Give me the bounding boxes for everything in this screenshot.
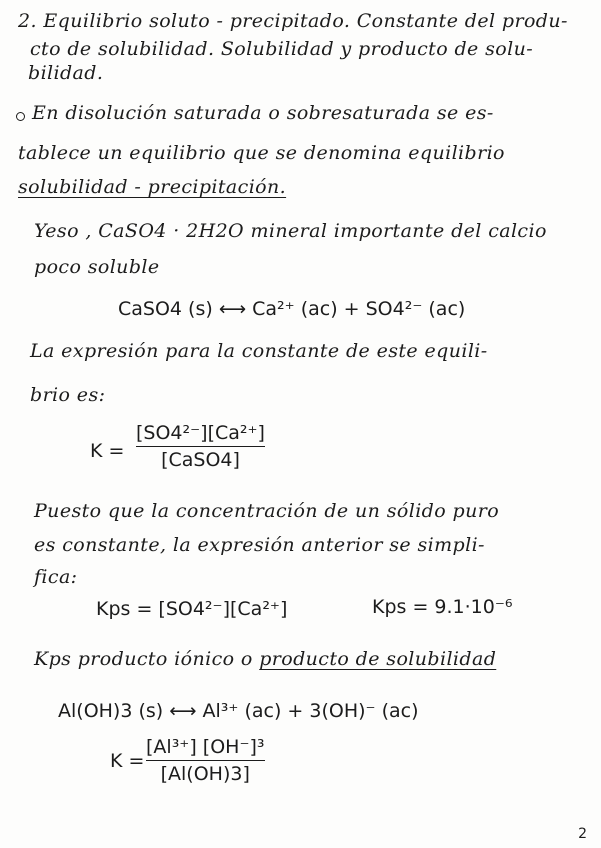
kps-definition xyxy=(34,648,496,670)
para1-line-3: solubilidad - precipitación. xyxy=(18,176,287,198)
k2-lhs: K = xyxy=(110,750,145,772)
bullet-icon xyxy=(16,112,25,121)
k1-denominator: [CaSO4] xyxy=(161,449,240,471)
dissociation-equation-aloh3: Al(OH)3 (s) ⟷ Al³⁺ (ac) + 3(OH)⁻ (ac) xyxy=(58,700,419,722)
fraction-bar xyxy=(146,760,265,761)
k2-fraction xyxy=(146,736,265,785)
k2-denominator: [Al(OH)3] xyxy=(160,763,250,785)
title-line-1: 2. Equilibrio soluto - precipitado. Constante del produ- xyxy=(18,10,568,32)
kps-definition-underlined: producto de solubilidad xyxy=(259,648,497,670)
k1-numerator: [SO4²⁻][Ca²⁺] xyxy=(136,422,265,444)
expr-line-2: brio es: xyxy=(30,384,106,406)
title-line-3: bilidad. xyxy=(28,62,104,84)
kps-value: Kps = 9.1·10⁻⁶ xyxy=(372,596,513,618)
fraction-bar xyxy=(136,446,265,447)
puesto-line-3: fica: xyxy=(34,566,78,588)
dissociation-equation-caso4: CaSO4 (s) ⟷ Ca²⁺ (ac) + SO4²⁻ (ac) xyxy=(118,298,466,320)
expr-line-1: La expresión para la constante de este equili- xyxy=(30,340,488,362)
para1-line-1: En disolución saturada o sobresaturada se es- xyxy=(32,102,494,124)
yeso-line-2: poco soluble xyxy=(34,256,160,278)
para1-line-2: tablece un equilibrio que se denomina equilibrio xyxy=(18,142,505,164)
puesto-line-1: Puesto que la concentración de un sólido puro xyxy=(34,500,500,522)
k2-numerator: [Al³⁺] [OH⁻]³ xyxy=(146,736,265,758)
kps-formula: Kps = [SO4²⁻][Ca²⁺] xyxy=(96,598,288,620)
k1-lhs: K = xyxy=(90,440,125,462)
yeso-line-1: Yeso , CaSO4 · 2H2O mineral importante del calcio xyxy=(34,220,547,242)
title-line-2: cto de solubilidad. Solubilidad y producto de solu- xyxy=(30,38,534,60)
kps-definition-text: Kps producto iónico o xyxy=(34,648,260,670)
puesto-line-2: es constante, la expresión anterior se simpli- xyxy=(34,534,485,556)
page-number: 2 xyxy=(578,826,587,842)
k1-fraction xyxy=(136,422,265,471)
